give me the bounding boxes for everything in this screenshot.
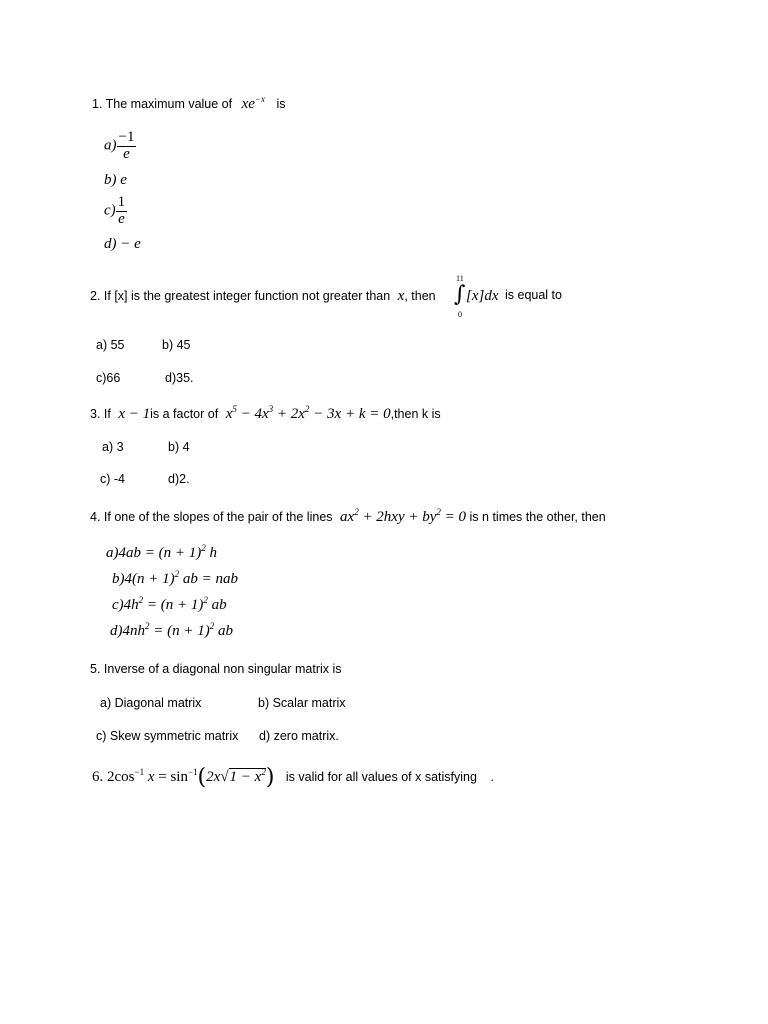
question-2-option-c: c)66 [96,371,121,385]
question-2-tail: is equal to [505,288,562,302]
question-2-option-a: a) 55 [96,338,125,352]
question-4-option-c: $c)4h^2 = (n + 1)^2$ ab [112,595,227,613]
question-5-option-b: b) Scalar matrix [258,696,346,710]
question-3-tail: ,then k is [390,407,441,421]
question-3-option-a: a) 3 [102,440,124,454]
question-6 [92,765,494,790]
integral-integrand: [x]dx [466,288,499,304]
integral-lower-limit: 0 [458,310,462,319]
question-2-then: , then [404,289,436,303]
question-2-option-b: b) 45 [162,338,191,352]
question-4-tail: is n times the other, then [469,510,606,524]
integral-upper-limit: 11 [456,274,464,283]
question-3-option-d: d)2. [168,472,190,486]
question-5-option-c: c) Skew symmetric matrix [96,729,239,743]
question-4-option-a: $a)4ab = (n + 1)^2$ h [106,543,217,561]
question-5: 5. Inverse of a diagonal non singular matrix is [90,662,342,676]
question-4 [90,509,606,526]
question-3-middle: is a factor of [150,407,219,421]
integral-sign: ∫ [454,282,466,307]
question-6-tail: is valid for all values of x satisfying [285,770,477,784]
question-6-lhs: 6. $2\cos^{-1}$ $x = \sin^{-1}(2x√1 - x^2)$ [92,765,275,790]
question-2-option-d: d)35. [165,371,194,385]
question-6-end: . [490,770,494,784]
question-1-option-c: c) $\frac{1}{e}$ [104,194,126,227]
question-5-option-d: d) zero matrix. [259,729,339,743]
question-3-polynomial: $x^5 - 4x^3 + 2x^2 - 3x + k = 0$ [225,404,391,422]
question-5-option-a: a) Diagonal matrix [100,696,202,710]
question-3-option-c: c) -4 [100,472,125,486]
question-2-variable: x [397,288,405,304]
question-1-option-a: a) $\frac{-1}{e}$ [104,129,135,162]
question-1 [92,96,286,113]
question-1-option-d: d) − e [104,236,141,252]
question-1-text: 1. The maximum value of [92,97,233,111]
question-3-text: 3. If [90,407,111,421]
question-4-text: 4. If one of the slopes of the pair of the lines [90,510,333,524]
question-4-equation: $ax^2 + 2hxy + by^2 = 0$ [340,507,467,525]
question-2-text: 2. If [x] is the greatest integer function not greater than [90,289,391,303]
question-4-option-d: $d)4nh^2 = (n + 1)^2$ ab [110,621,233,639]
question-1-expression: $xe^{-x}$ [241,94,265,112]
question-1-option-b: b) e [104,172,127,188]
question-3-option-b: b) 4 [168,440,190,454]
question-3-factor: x − 1 [118,406,151,422]
question-3 [90,406,441,423]
question-2 [90,288,436,305]
question-1-tail: is [276,97,286,111]
question-4-option-b: $b)4(n + 1)^2$ ab = nab [112,569,238,587]
